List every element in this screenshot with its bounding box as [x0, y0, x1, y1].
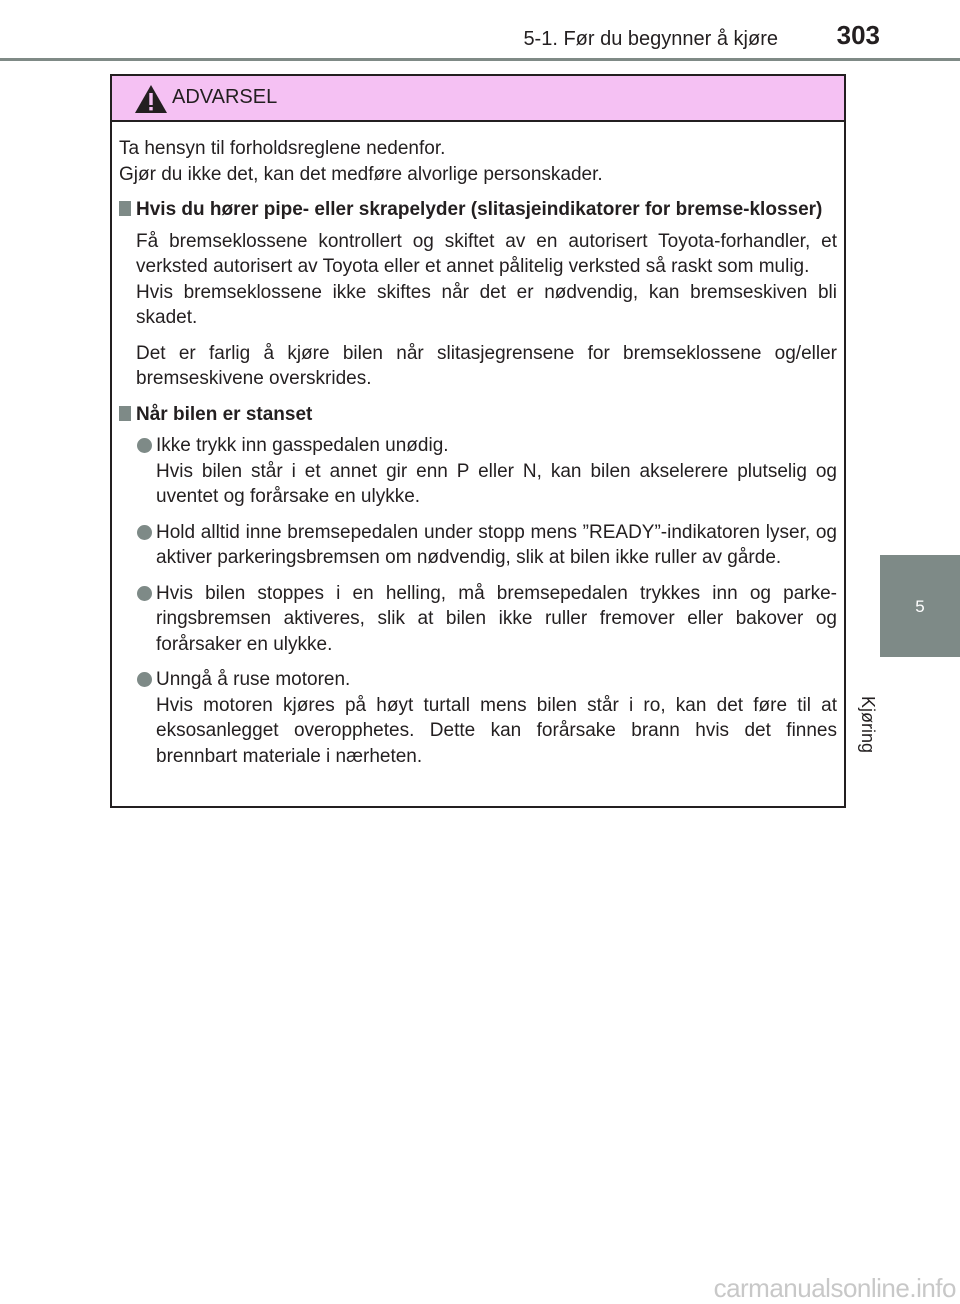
paragraph	[136, 341, 837, 392]
warning-header	[112, 76, 844, 122]
watermark: carmanualsonline.info	[713, 1273, 956, 1303]
list-item-line: Unngå å ruse motoren.	[156, 669, 351, 690]
intro-line: Gjør du ikke det, kan det medføre alvorlige personskader.	[119, 163, 603, 185]
list-item-line: Hvis motoren kjøres på høyt turtall mens bilen står i ro, kan det føre til at eksosanlegget overopphetes. Dette kan forårsake brann hvis det finnes brennbart materiale i nærheten.	[156, 694, 837, 767]
list-item	[156, 667, 837, 769]
section-brake-pads	[119, 197, 837, 392]
square-bullet-icon	[119, 406, 131, 421]
intro-line: Ta hensyn til forholdsreglene nedenfor.	[119, 138, 446, 159]
circle-bullet-icon	[137, 438, 152, 453]
square-bullet-icon	[119, 201, 131, 216]
list-item	[156, 581, 837, 658]
list-item-line: Hvis bilen stoppes i en helling, må bremsepedalen trykkes inn og parke-ringsbremsen aktiveres, slik at bilen ikke ruller fremover eller bakover og forårsaker en ulykke.	[156, 582, 837, 655]
list-item-line: Ikke trykk inn gasspedalen unødig.	[156, 435, 449, 456]
paragraph-line: Få bremseklossene kontrollert og skiftet av en autorisert Toyota-forhandler, et verksted autorisert av Toyota eller et annet pålitelig verksted så raskt som mulig.	[136, 230, 837, 277]
chapter-label-text: Kjøring	[858, 696, 878, 754]
list-item	[156, 520, 837, 571]
paragraph	[136, 229, 837, 331]
warning-intro	[119, 136, 837, 187]
circle-bullet-icon	[137, 672, 152, 687]
header-rule	[0, 58, 960, 61]
circle-bullet-icon	[137, 525, 152, 540]
section-vehicle-stopped	[119, 402, 837, 770]
warning-body	[112, 122, 844, 769]
warning-title: ADVARSEL	[172, 86, 278, 108]
section-title: 5-1. Før du begynner å kjøre	[523, 28, 778, 50]
section-heading-text: Hvis du hører pipe- eller skrapelyder (slitasjeindikatorer for bremse-klosser)	[136, 199, 823, 220]
chapter-label	[858, 668, 952, 754]
paragraph-line: Det er farlig å kjøre bilen når slitasjegrensene for bremseklossene og/eller bremseskivene overskrides.	[136, 342, 837, 389]
warning-box	[110, 74, 846, 808]
section-heading	[119, 197, 837, 223]
list-item-line: Hvis bilen står i et annet gir enn P eller N, kan bilen akselerere plutselig og uventet og forårsake en ulykke.	[156, 460, 837, 507]
page-header	[0, 0, 960, 60]
circle-bullet-icon	[137, 586, 152, 601]
section-heading-text: Når bilen er stanset	[136, 403, 313, 425]
chapter-tab-number: 5	[915, 597, 925, 616]
warning-triangle-icon	[134, 84, 168, 114]
list-item-line: Hold alltid inne bremsepedalen under stopp mens ”READY”-indikatoren lyser, og aktiver parkeringsbremsen om nødvendig, slik at bilen ikke ruller av gårde.	[156, 521, 837, 568]
list-item	[156, 433, 837, 510]
section-heading	[119, 402, 837, 428]
paragraph-line: Hvis bremseklossene ikke skiftes når det er nødvendig, kan bremseskiven bli skadet.	[136, 281, 837, 328]
page-number: 303	[836, 20, 880, 50]
